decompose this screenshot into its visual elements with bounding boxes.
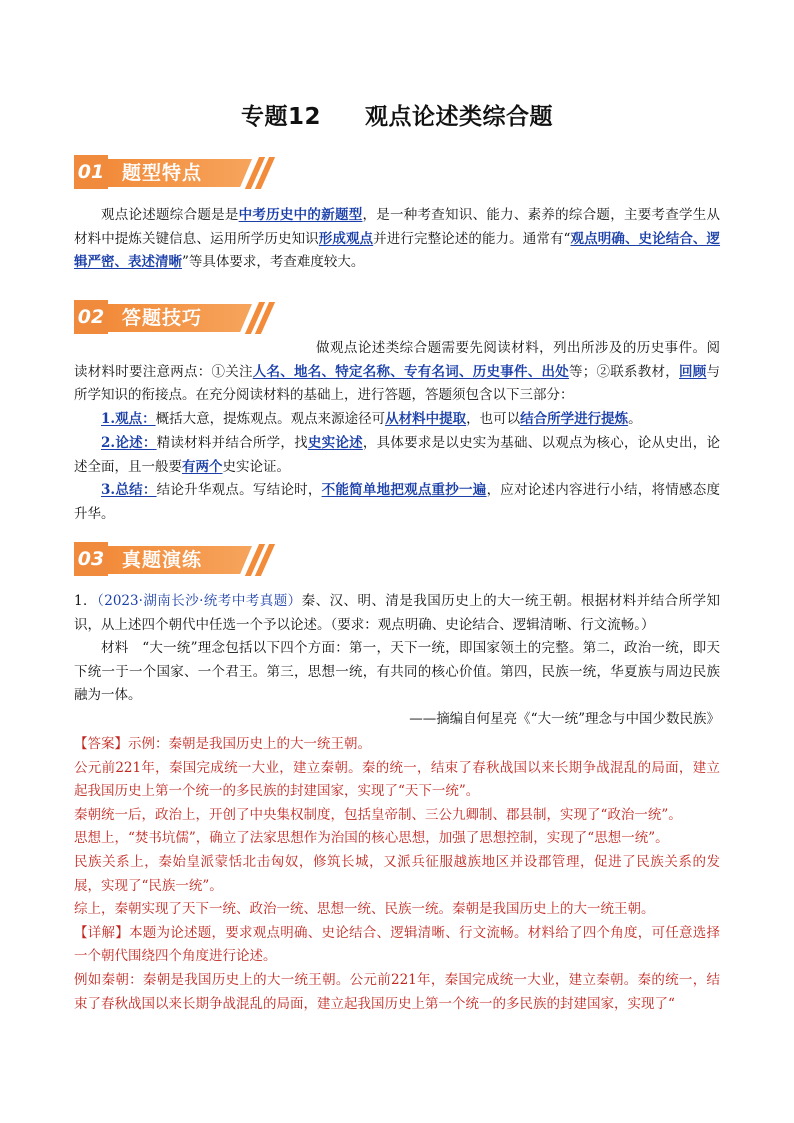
material-text: 材料 “大一统”理念包括以下四个方面：第一，天下一统，即国家领土的完整。第二，政治一统，即天下统一于一个国家、一个君王。第三，思想一统，有共同的核心价值。第四，民族一统，华夏族与周边民族融为一体。 [74, 640, 720, 704]
question-source: （2023·湖南长沙·统考中考真题） [97, 593, 302, 609]
question-1: 1．（2023·湖南长沙·统考中考真题）秦、汉、明、清是我国历史上的大一统王朝。根据材料并结合所学知识，从上述四个朝代中任选一个予以论述。（要求：观点明确、史论结合、逻辑清晰、行文流畅。） [74, 593, 720, 633]
answer-line: 【答案】示例：秦朝是我国历史上的大一统王朝。 [74, 736, 371, 752]
section-1-paragraph: 观点论述题综合题是是中考历史中的新题型，是一种考查知识、能力、素养的综合题，主要考查学生从材料中提炼关键信息、运用所学历史知识形成观点并进行完整论述的能力。通常有“观点明确、史论结合、逻辑严密、表述清晰”等具体要求，考查难度较大。 [74, 207, 721, 271]
tip-viewpoint: 1.观点：概括大意，提炼观点。观点来源途径可从材料中提取，也可以结合所学进行提炼。 [101, 411, 642, 427]
material-source: ——摘编自何星亮《“大一统”理念与中国少数民族》 [409, 711, 720, 727]
title-number: 专题12 [240, 104, 321, 130]
page-title [0, 98, 794, 131]
section-label: 真题演练 [122, 549, 203, 571]
section-header-2 [74, 300, 274, 336]
answer-line: 综上，秦朝实现了天下一统、政治一统、思想一统、民族一统。秦朝是我国历史上的大一统王朝。 [74, 901, 655, 918]
section-number: 03 [74, 542, 108, 576]
answer-line: 公元前221年，秦国完成统一大业，建立秦朝。秦的统一，结束了春秋战国以来长期争战混乱的局面，建立起我国历史上第一个统一的多民族的封建国家，实现了“天下一统”。 [74, 759, 720, 800]
answer-line: 民族关系上，秦始皇派蒙恬北击匈奴，修筑长城，又派兵征服越族地区并设郡管理，促进了民族关系的发展，实现了“民族一统”。 [74, 853, 720, 894]
tip-summary: 3.总结：结论升华观点。写结论时，不能简单地把观点重抄一遍，应对论述内容进行小结，将情感态度升华。 [74, 482, 721, 522]
answer-line: 秦朝统一后，政治上，开创了中央集权制度，包括皇帝制、三公九卿制、郡县制，实现了“政治一统”。 [74, 806, 682, 823]
section-label: 题型特点 [122, 162, 203, 184]
explanation-line: 例如秦朝：秦朝是我国历史上的大一统王朝。公元前221年，秦国完成统一大业，建立秦朝。秦的统一，结束了春秋战国以来长期争战混乱的局面，建立起我国历史上第一个统一的多民族的封建国家，实现了“ [74, 971, 720, 1012]
answer-line: 思想上，“焚书坑儒”，确立了法家思想作为治国的核心思想，加强了思想控制，实现了“思想一统”。 [74, 830, 669, 847]
section-header-1 [74, 155, 274, 191]
section-header-3 [74, 542, 274, 578]
title-text: 观点论述类综合题 [365, 104, 553, 130]
tip-argument: 2.论述：精读材料并结合所学，找史实论述，具体要求是以史实为基础、以观点为核心，论从史出，论述全面，且一般要有两个史实论证。 [74, 435, 721, 475]
answer-block [74, 733, 720, 1016]
explanation-line: 【详解】本题为论述题，要求观点明确、史论结合、逻辑清晰、行文流畅。材料给了四个角度，可任意选择一个朝代围绕四个角度进行论述。 [74, 924, 720, 965]
section-number: 02 [74, 300, 108, 334]
section-label: 答题技巧 [122, 307, 203, 329]
section-number: 01 [74, 155, 108, 189]
section-2-intro: 做观点论述类综合题需要先阅读材料，列出所涉及的历史事件。阅读材料时要注意两点：①关注人名、地名、特定名称、专有名词、历史事件、出处等；②联系教材，回顾与所学知识的衔接点。在充分阅读材料的基础上，进行答题，答题须包含以下三部分： [74, 340, 720, 404]
